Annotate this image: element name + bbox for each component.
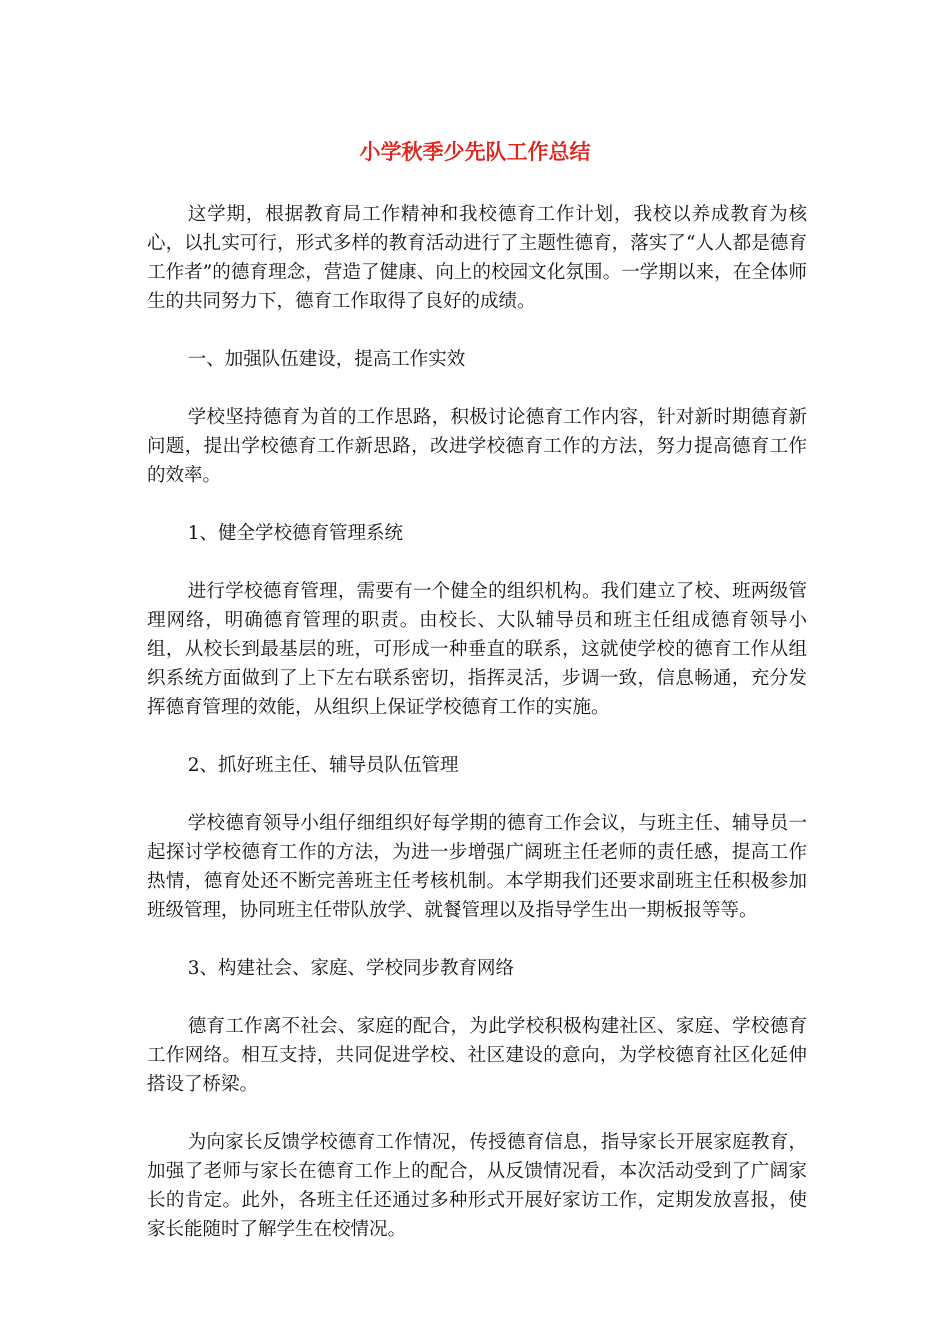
paragraph-teacher-management: 学校德育领导小组仔细组织好每学期的德育工作会议，与班主任、辅导员一起探讨学校德育工作的方法，为进一步增强广阔班主任老师的责任感，提高工作热情，德育处还不断完善班主任考核机制。本学期我们还要求副班主任积极参加班级管理，协同班主任带队放学、就餐管理以及指导学生出一期板报等等。 [147, 813, 807, 921]
document-body [147, 200, 807, 1273]
section-heading-team-building: 一、加强队伍建设，提高工作实效 [187, 349, 466, 370]
paragraph-education-network: 德育工作离不社会、家庭的配合，为此学校积极构建社区、家庭、学校德育工作网络。相互支持，共同促进学校、社区建设的意向，为学校德育社区化延伸搭设了桥梁。 [147, 1016, 807, 1095]
paragraph-parent-feedback: 为向家长反馈学校德育工作情况，传授德育信息，指导家长开展家庭教育，加强了老师与家长在德育工作上的配合，从反馈情况看，本次活动受到了广阔家长的肯定。此外，各班主任还通过多种形式开展好家访工作，定期发放喜报，使家长能随时了解学生在校情况。 [147, 1132, 807, 1240]
paragraph-team-building: 学校坚持德育为首的工作思路，积极讨论德育工作内容，针对新时期德育新问题，提出学校德育工作新思路，改进学校德育工作的方法，努力提高德育工作的效率。 [147, 407, 807, 486]
subsection-heading-teacher-management: 2、抓好班主任、辅导员队伍管理 [187, 755, 459, 776]
paragraph-intro: 这学期，根据教育局工作精神和我校德育工作计划，我校以养成教育为核心，以扎实可行，形式多样的教育活动进行了主题性德育，落实了“人人都是德育工作者”的德育理念，营造了健康、向上的校园文化氛围。一学期以来，在全体师生的共同努力下，德育工作取得了良好的成绩。 [147, 204, 807, 312]
document-title: 小学秋季少先队工作总结 [359, 140, 591, 164]
subsection-heading-education-network: 3、构建社会、家庭、学校同步教育网络 [187, 958, 514, 979]
subsection-heading-management-system: 1、健全学校德育管理系统 [187, 523, 403, 544]
paragraph-management-system: 进行学校德育管理，需要有一个健全的组织机构。我们建立了校、班两级管理网络，明确德育管理的职责。由校长、大队辅导员和班主任组成德育领导小组，从校长到最基层的班，可形成一种垂直的联系，这就使学校的德育工作从组织系统方面做到了上下左右联系密切，指挥灵活，步调一致，信息畅通，充分发挥德育管理的效能，从组织上保证学校德育工作的实施。 [147, 581, 807, 718]
